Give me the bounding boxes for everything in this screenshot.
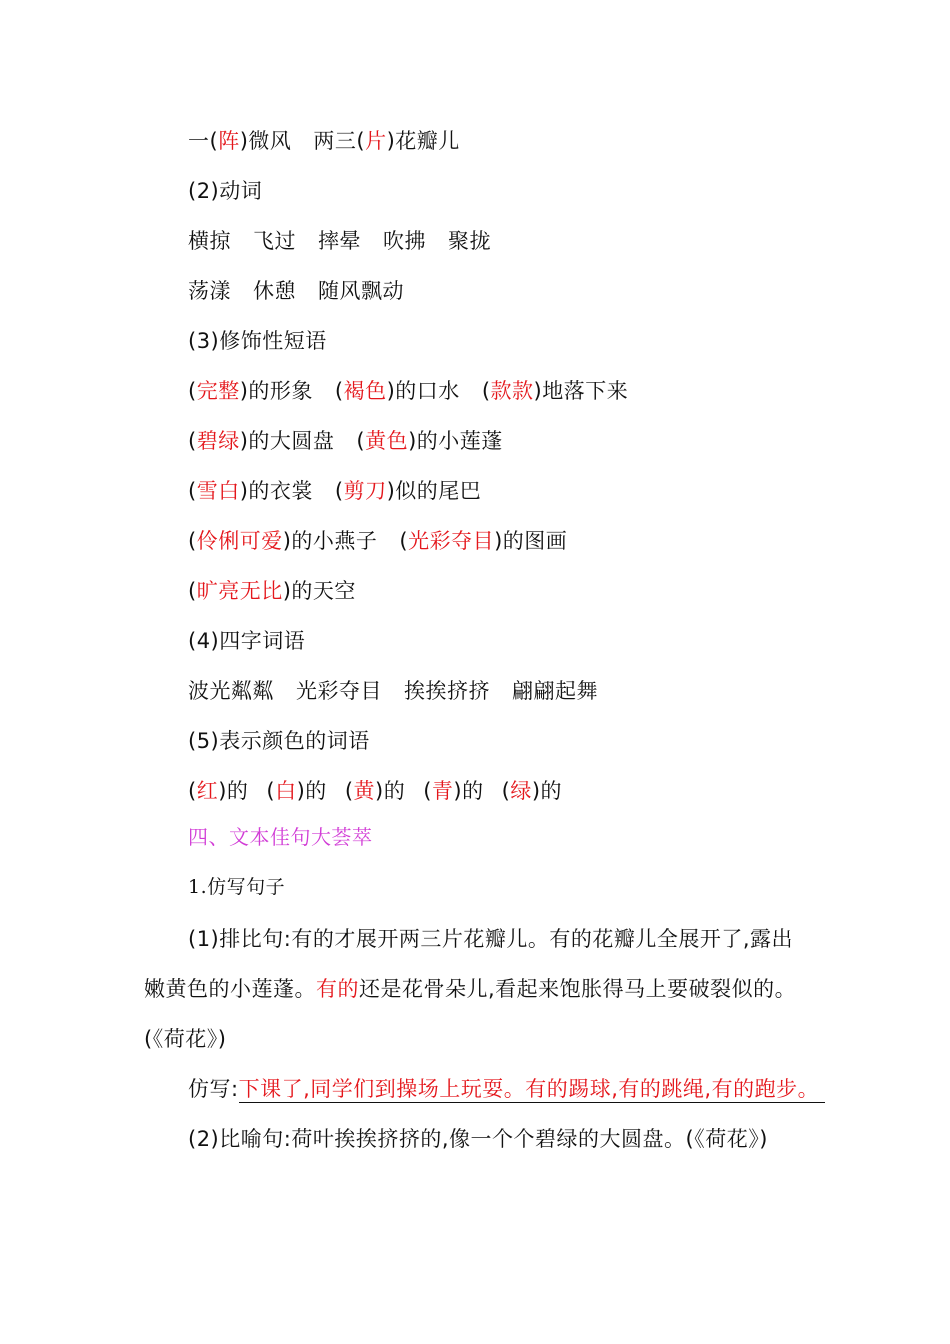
parallel-source: (《荷花》) [144, 1027, 227, 1051]
modifiers-row-5: (旷亮无比)的天空 [188, 579, 356, 603]
color-answer: 黄 [353, 779, 376, 803]
colors-heading: (5)表示颜色的词语 [188, 729, 370, 753]
quantifier-b-suffix: )花瓣儿 [386, 129, 460, 153]
parallel-sentence-line-2 [144, 974, 796, 1004]
modifier-suffix: )的天空 [282, 579, 356, 603]
modifier-suffix: )的衣裳 [239, 479, 313, 503]
modifier-suffix: )的小莲蓬 [408, 429, 503, 453]
color-suffix: )的 [218, 779, 249, 803]
modifier-answer: 雪白 [196, 479, 240, 503]
quantifier-a-prefix: 一( [188, 129, 219, 153]
modifier-answer: 款款 [490, 379, 534, 403]
verb-word: 聚拢 [448, 229, 491, 253]
parallel-text: 还是花骨朵儿,看起来饱胀得马上要破裂似的。 [359, 977, 797, 1001]
modifier-answer: 完整 [196, 379, 240, 403]
modifier-answer: 旷亮无比 [196, 579, 283, 603]
color-suffix: )的 [375, 779, 406, 803]
color-answer: 绿 [510, 779, 532, 803]
modifier-suffix: )似的尾巴 [386, 479, 482, 503]
verbs-row-1 [188, 226, 491, 256]
color-answer: 红 [196, 779, 219, 803]
verb-word: 随风飘动 [318, 279, 404, 303]
color-suffix: )的 [453, 779, 484, 803]
verb-word: 飞过 [253, 229, 296, 253]
modifier-suffix: )地落下来 [533, 379, 629, 403]
modifier-answer: 褐色 [343, 379, 387, 403]
quantifier-b-prefix: 两三( [313, 129, 366, 153]
modifier-suffix: )的小燕子 [282, 529, 378, 553]
imitation-line [188, 1074, 825, 1104]
quantifier-line [188, 126, 460, 156]
modifier-suffix: )的形象 [239, 379, 313, 403]
four-char-word: 光彩夺目 [296, 679, 382, 703]
four-char-word: 翩翩起舞 [512, 679, 598, 703]
four-char-heading: (4)四字词语 [188, 629, 306, 653]
four-char-word: 波光粼粼 [188, 679, 274, 703]
parallel-sentence-line-1: (1)排比句:有的才展开两三片花瓣儿。有的花瓣儿全展开了,露出 [188, 927, 793, 951]
modifiers-row-3: (雪白)的衣裳 (剪刀)似的尾巴 [188, 479, 482, 503]
verb-word: 荡漾 [188, 279, 231, 303]
simile-sentence: (2)比喻句:荷叶挨挨挤挤的,像一个个碧绿的大圆盘。(《荷花》) [188, 1127, 768, 1151]
verbs-row-2 [188, 276, 404, 306]
parallel-highlight: 有的 [316, 977, 359, 1001]
verbs-heading: (2)动词 [188, 179, 263, 203]
quantifier-b-answer: 片 [365, 129, 387, 153]
imitation-answer: 下课了,同学们到操场上玩耍。有的踢球,有的跳绳,有的跑步。 [239, 1076, 826, 1103]
section-four-title: 四、文本佳句大荟萃 [188, 825, 373, 849]
modifier-suffix: )的图画 [494, 529, 568, 553]
quantifier-a-answer: 阵 [218, 129, 240, 153]
modifier-answer: 剪刀 [343, 479, 387, 503]
verb-word: 休憩 [253, 279, 296, 303]
modifiers-heading: (3)修饰性短语 [188, 329, 327, 353]
modifier-answer: 碧绿 [196, 429, 240, 453]
four-char-row [188, 676, 598, 706]
color-suffix: )的 [531, 779, 563, 803]
imitation-label: 仿写: [188, 1077, 239, 1101]
color-suffix: )的 [296, 779, 327, 803]
parallel-text: 嫩黄色的小莲蓬。 [144, 977, 316, 1001]
modifier-suffix: )的大圆盘 [239, 429, 335, 453]
section-four-subtitle: 1.仿写句子 [188, 876, 286, 898]
verb-word: 摔晕 [318, 229, 361, 253]
colors-row: (红)的 (白)的 (黄)的 (青)的 (绿)的 [188, 779, 563, 803]
color-answer: 青 [431, 779, 454, 803]
quantifier-a-suffix: )微风 [239, 129, 292, 153]
modifier-answer: 伶俐可爱 [196, 529, 283, 553]
modifier-answer: 黄色 [365, 429, 409, 453]
verb-word: 横掠 [188, 229, 231, 253]
modifiers-row-1: (完整)的形象 (褐色)的口水 (款款)地落下来 [188, 379, 629, 403]
color-answer: 白 [275, 779, 297, 803]
modifiers-row-2: (碧绿)的大圆盘 (黄色)的小莲蓬 [188, 429, 503, 453]
verb-word: 吹拂 [383, 229, 426, 253]
modifiers-row-4: (伶俐可爱)的小燕子 (光彩夺目)的图画 [188, 529, 568, 553]
modifier-suffix: )的口水 [386, 379, 460, 403]
modifier-answer: 光彩夺目 [408, 529, 495, 553]
four-char-word: 挨挨挤挤 [404, 679, 490, 703]
